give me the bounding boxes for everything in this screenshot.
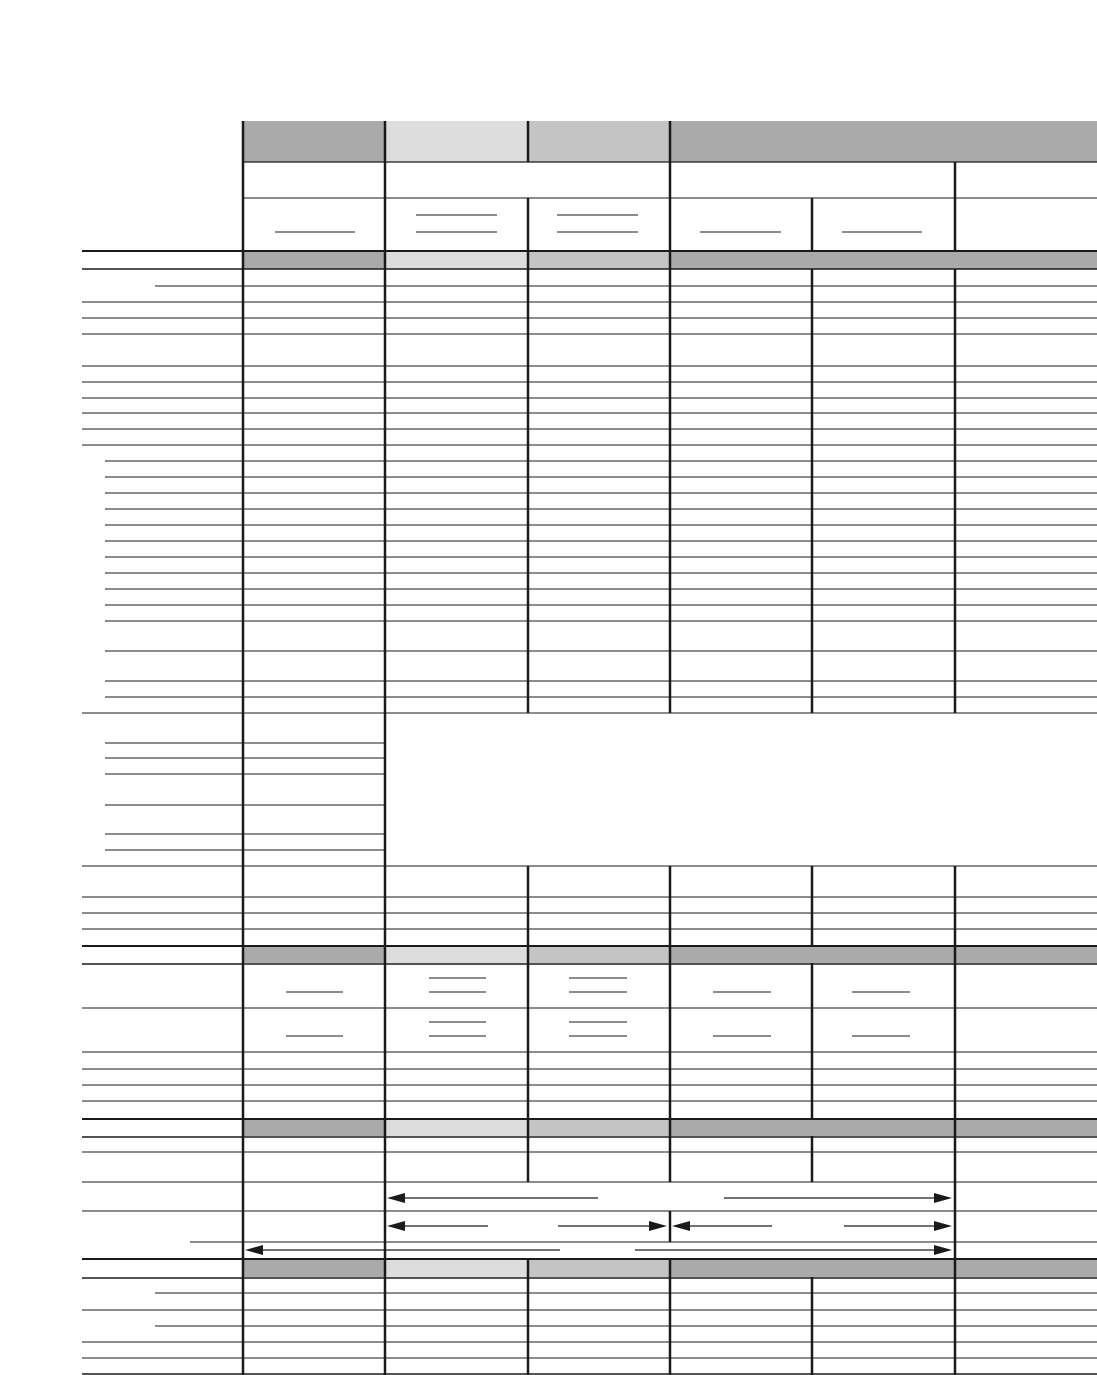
span-arrows <box>245 1193 952 1255</box>
arrow-head <box>934 1221 952 1231</box>
arrow-head <box>245 1245 263 1255</box>
arrow-head <box>934 1193 952 1203</box>
header-band <box>670 947 1097 963</box>
header-band <box>528 121 670 162</box>
arrow-head <box>649 1221 667 1231</box>
header-band <box>243 121 385 162</box>
header-band <box>243 1260 385 1277</box>
header-band <box>528 1120 670 1136</box>
header-band <box>385 121 528 162</box>
header-band <box>385 251 528 269</box>
header-band <box>385 1260 528 1277</box>
arrow-head <box>934 1245 952 1255</box>
header-band <box>528 1260 670 1277</box>
header-band <box>528 251 670 269</box>
header-band <box>243 251 385 269</box>
arrow-head <box>387 1221 405 1231</box>
header-band <box>528 947 670 963</box>
arrow-head <box>672 1221 690 1231</box>
header-band <box>385 947 528 963</box>
header-band <box>385 1120 528 1136</box>
column-rules <box>243 121 955 1375</box>
header-band <box>243 1120 385 1136</box>
row-rules <box>82 162 1097 1374</box>
header-band <box>670 1260 1097 1277</box>
header-band <box>243 947 385 963</box>
header-band <box>670 121 1097 162</box>
header-band <box>670 251 1097 269</box>
header-band <box>670 1120 1097 1136</box>
arrow-head <box>387 1193 405 1203</box>
